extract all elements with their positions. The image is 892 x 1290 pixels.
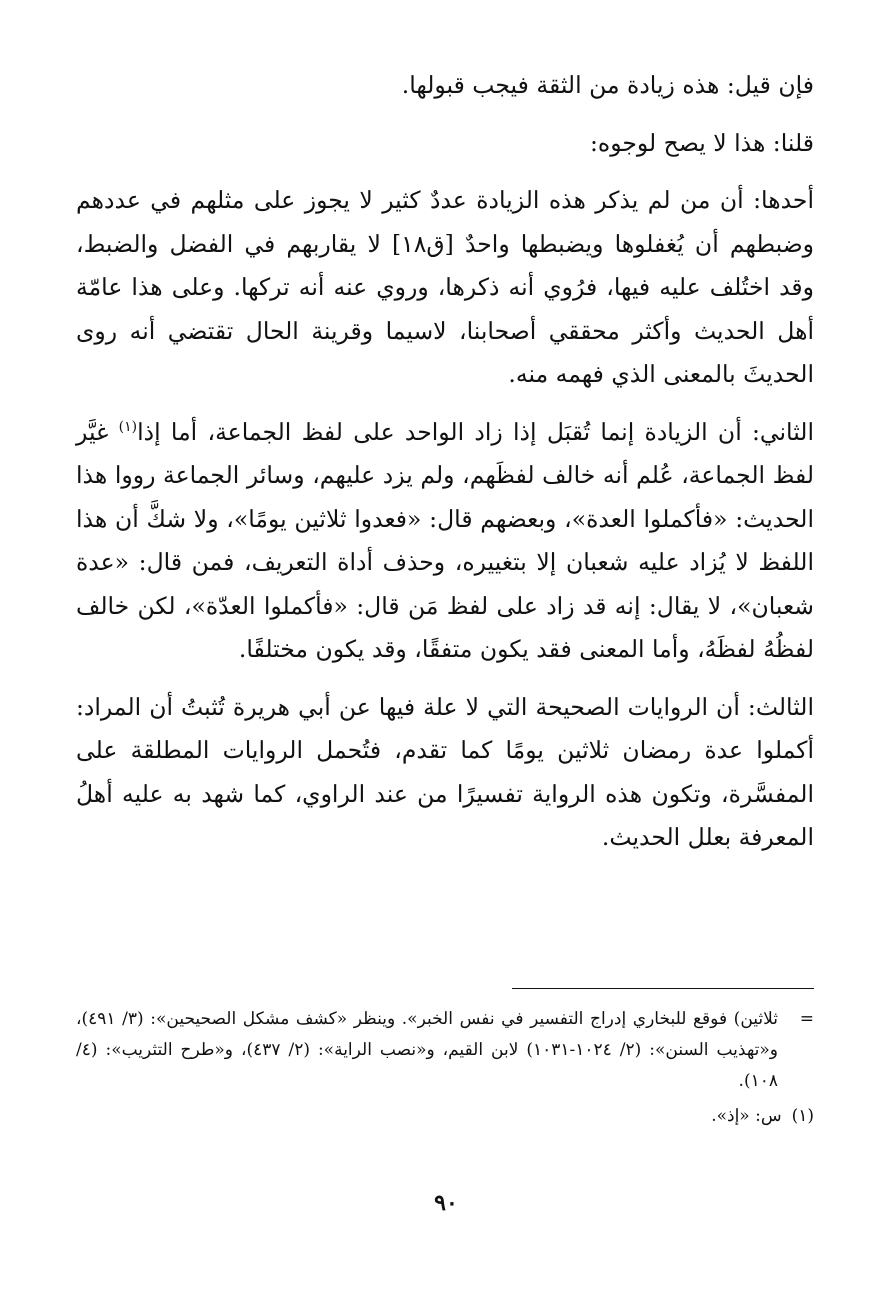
continuation-marker: = xyxy=(799,1009,814,1029)
footnote-continuation xyxy=(76,1004,814,1097)
footnote-separator xyxy=(512,988,814,989)
second-reason-lead: الثاني: أن الزيادة إنما تُقبَل إذا زاد الواحد على لفظ الجماعة، أما إذا xyxy=(137,417,814,446)
footnote-1-marker: (١) xyxy=(791,1106,814,1126)
paragraph-objection: فإن قيل: هذه زيادة من الثقة فيجب قبولها. xyxy=(401,71,814,99)
footnote-1 xyxy=(76,1101,814,1132)
page-number: ٩٠ xyxy=(434,1190,458,1216)
footnote-reference[interactable]: (١) xyxy=(118,418,138,435)
paragraph-third-reason: الثالث: أن الروايات الصحيحة التي لا علة فيها عن أبي هريرة تُثبتُ أن المراد: أكملوا عدة رمضان ثلاثين يومًا كما تقدم، فتُحمل الروايات المطلقة على المفسَّرة، وتكون هذه الرواية تفسيرًا من عند الراوي، كما شهد به عليه أهلُ المعرفة بعلل الحديث. xyxy=(76,692,814,851)
paragraph-second-reason xyxy=(76,411,814,672)
footnotes xyxy=(76,1004,814,1132)
paragraph-reply: قلنا: هذا لا يصح لوجوه: xyxy=(589,128,814,157)
second-reason-rest: غيَّر لفظ الجماعة، عُلم أنه خالف لفظَهم، ولم يزد عليهم، وسائر الجماعة رووا هذا الحديث: «فأكملوا العدة»، وبعضهم قال: «فعدوا ثلاثين يومًا»، ولا شكَّ أن هذا اللفظ لا يُزاد عليه شعبان إلا بتغييره، وحذف أداة التعريف، فمن قال: «عدة شعبان»، لا يقال: إنه قد زاد على لفظ مَن قال: «فأكملوا العدّة»، لكن خالف لفظُهُ لفظَهُ، وأما المعنى فقد يكون متفقًا، وقد يكون مختلفًا. xyxy=(76,417,814,663)
continuation-text: ثلاثين) فوقع للبخاري إدراج التفسير في نفس الخبر». وينظر «كشف مشكل الصحيحين»: (٣/ ٤٩١)، و«تهذيب السنن»: (٢/ ١٠٢٤-١٠٣١) لابن القيم، و«نصب الراية»: (٢/ ٤٣٧)، و«طرح التثريب»: (٤/ ١٠٨). xyxy=(76,1009,779,1091)
main-text xyxy=(76,64,814,874)
footnote-1-text: س: «إذ». xyxy=(711,1106,782,1126)
paragraph-first-reason: أحدها: أن من لم يذكر هذه الزيادة عددٌ كثير لا يجوز على مثلهم في عددهم وضبطهم أن يُغفلوها ويضبطها واحدٌ [ق١٨] لا يقاربهم في الفضل والضبط، وقد اختُلف عليه فيها، فرُوي أنه ذكرها، وروي عنه أنه تركها. وعلى هذا عامّة أهل الحديث وأكثر محققي أصحابنا، لاسيما وقرينة الحال تقتضي أنه روى الحديثَ بالمعنى الذي فهمه منه. xyxy=(76,186,814,388)
